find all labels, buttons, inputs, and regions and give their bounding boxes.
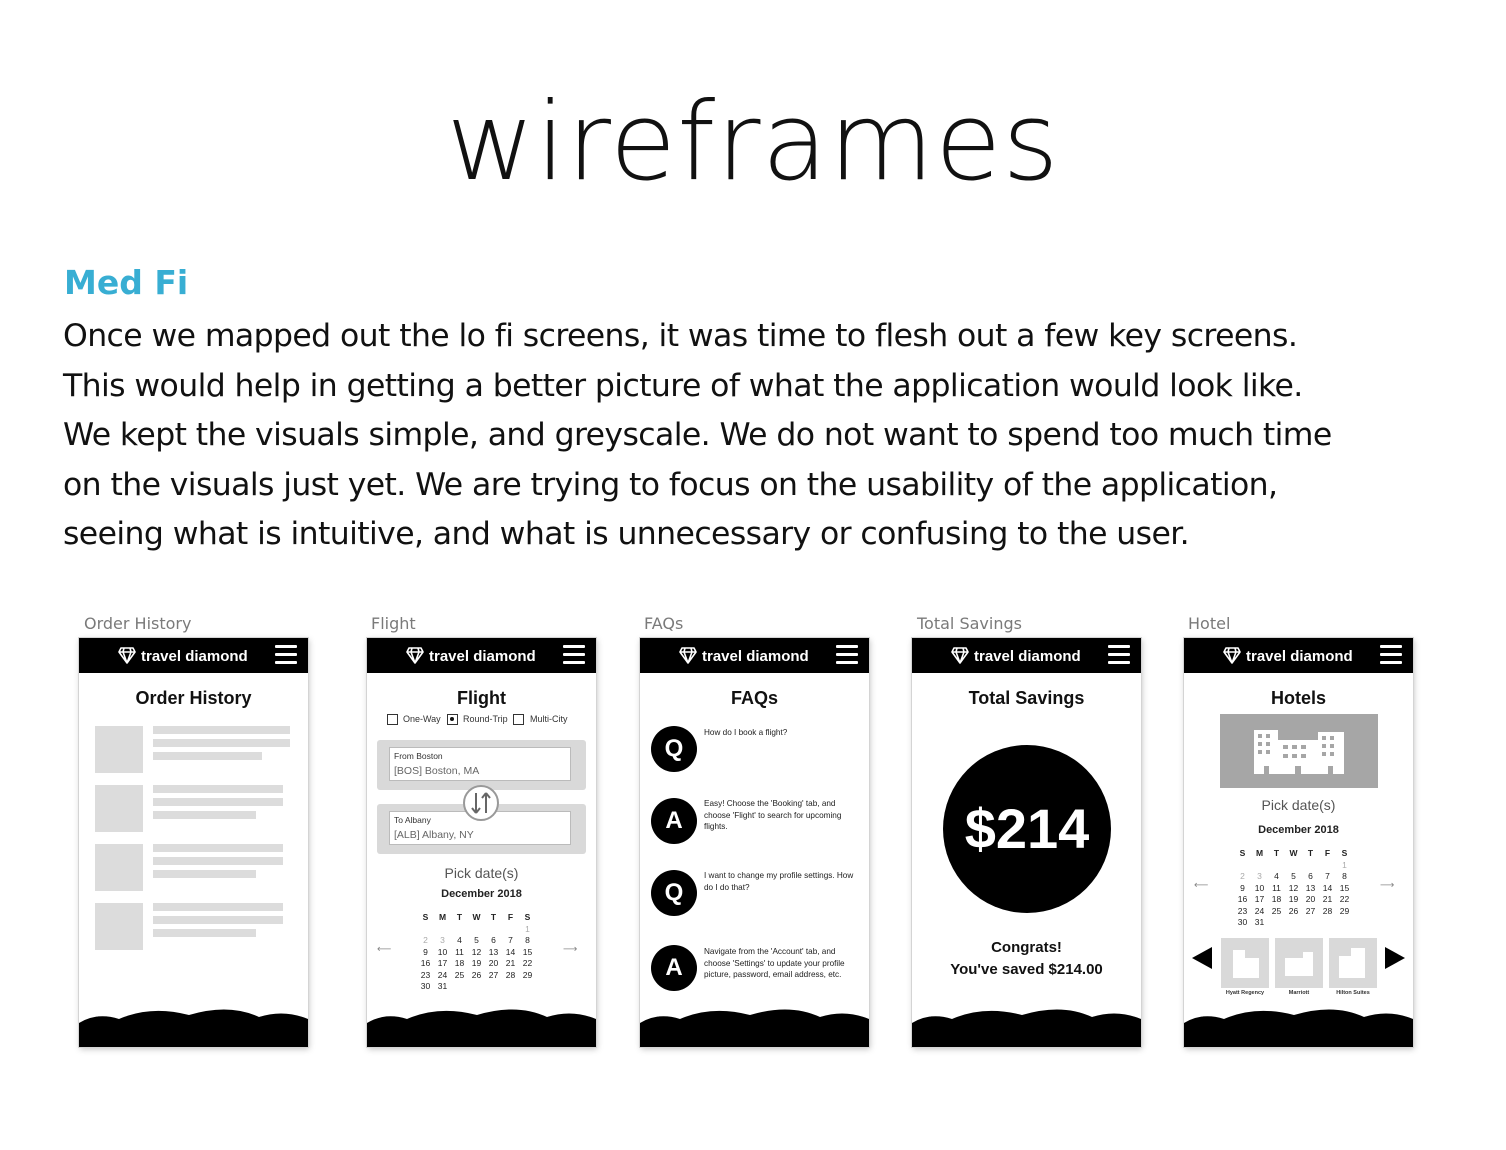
hamburger-menu-icon[interactable] xyxy=(836,645,858,665)
calendar-day[interactable]: 15 xyxy=(522,946,533,957)
calendar-day[interactable]: 9 xyxy=(1240,882,1245,893)
calendar-day[interactable]: 21 xyxy=(505,958,516,968)
screen-label-hotel: Hotel xyxy=(1188,614,1231,633)
calendar-day[interactable]: 5 xyxy=(1291,871,1296,881)
calendar-day[interactable]: 18 xyxy=(1271,894,1282,904)
round-trip-checkbox[interactable] xyxy=(447,714,458,725)
calendar-weekday: T xyxy=(1273,848,1280,858)
order-text-line xyxy=(153,844,283,852)
next-month-arrow-icon[interactable]: ⟶ xyxy=(1380,880,1395,891)
page-title: wireframes xyxy=(446,80,1060,205)
hamburger-menu-icon[interactable] xyxy=(1380,645,1402,665)
phone-order-history xyxy=(79,638,308,1047)
phone-faqs xyxy=(640,638,869,1047)
brand-name: travel diamond xyxy=(702,648,809,665)
from-field-label: From Boston xyxy=(394,751,443,761)
calendar-day[interactable]: 28 xyxy=(505,969,516,980)
calendar-day[interactable]: 29 xyxy=(1339,905,1350,916)
phone-hotel xyxy=(1184,638,1413,1047)
paragraph-line: on the visuals just yet. We are trying to focus on the usability of the application, xyxy=(63,466,1278,503)
hotel-name-label: Hyatt Regency xyxy=(1225,990,1265,996)
pick-dates-label: Pick date(s) xyxy=(1261,797,1336,813)
prev-month-arrow-icon[interactable]: ⟵ xyxy=(1194,880,1209,891)
calendar-day[interactable]: 3 xyxy=(440,935,445,945)
app-header xyxy=(640,638,869,673)
calendar-weekday: S xyxy=(524,912,531,922)
calendar-day[interactable]: 4 xyxy=(457,935,462,945)
hotel-thumbnail[interactable] xyxy=(1275,938,1323,988)
question-badge: Q xyxy=(651,726,697,772)
faq-question[interactable]: I want to change my profile settings. How do I do that? xyxy=(704,871,854,892)
multi-city-checkbox[interactable] xyxy=(513,714,524,725)
building-icon xyxy=(1221,938,1269,988)
calendar-day[interactable]: 2 xyxy=(423,935,428,945)
calendar-weekday: T xyxy=(1307,848,1314,858)
hotel-name-label: Marriott xyxy=(1288,990,1310,996)
multi-city-label: Multi-City xyxy=(530,714,568,724)
footer-cloud-wave xyxy=(912,1007,1141,1047)
calendar-day[interactable]: 9 xyxy=(423,946,428,957)
calendar-day[interactable]: 28 xyxy=(1322,905,1333,916)
calendar-day[interactable]: 16 xyxy=(420,958,431,968)
order-text-line xyxy=(153,752,262,760)
faq-answer: Easy! Choose the 'Booking' tab, and choose 'Flight' to search for upcoming flights. xyxy=(704,799,842,831)
paragraph-line: seeing what is intuitive, and what is unnecessary or confusing to the user. xyxy=(63,516,1190,552)
calendar-month: December 2018 xyxy=(441,888,522,900)
diamond-icon xyxy=(406,647,424,664)
calendar-day[interactable]: 8 xyxy=(1342,871,1347,881)
question-badge: Q xyxy=(651,870,697,916)
calendar-month: December 2018 xyxy=(1258,824,1339,836)
intro-paragraph xyxy=(63,312,1463,560)
phone-flight xyxy=(367,638,596,1047)
calendar-weekday: W xyxy=(472,912,481,922)
calendar-day[interactable]: 25 xyxy=(454,969,465,980)
calendar-day[interactable]: 12 xyxy=(471,946,482,957)
calendar-weekday: T xyxy=(490,912,497,922)
calendar-day[interactable]: 12 xyxy=(1288,882,1299,893)
order-thumbnail[interactable] xyxy=(95,844,143,891)
calendar-day[interactable]: 23 xyxy=(420,969,431,980)
calendar-day[interactable]: 30 xyxy=(420,981,431,991)
brand-name: travel diamond xyxy=(1246,648,1353,665)
calendar-weekday: T xyxy=(456,912,463,922)
app-header xyxy=(912,638,1141,673)
app-header xyxy=(1184,638,1413,673)
screen-title: Order History xyxy=(135,688,252,708)
paragraph-line: Once we mapped out the lo fi screens, it was time to flesh out a few key screens. xyxy=(63,318,1298,354)
screen-title: Total Savings xyxy=(968,688,1085,708)
calendar-day[interactable]: 27 xyxy=(1305,905,1316,916)
paragraph-line: This would help in getting a better picture of what the application would look like. xyxy=(63,367,1303,404)
from-field-value: [BOS] Boston, MA xyxy=(394,765,480,777)
calendar-day[interactable]: 10 xyxy=(1254,882,1265,893)
diamond-icon xyxy=(1223,647,1241,664)
calendar-day[interactable]: 22 xyxy=(1339,894,1350,904)
order-text-line xyxy=(153,929,256,937)
calendar-day[interactable]: 26 xyxy=(1288,905,1299,916)
footer-cloud-wave xyxy=(79,1007,308,1047)
calendar-day[interactable]: 24 xyxy=(437,969,448,980)
calendar-day[interactable]: 24 xyxy=(1254,905,1265,916)
savings-amount-badge: $214 xyxy=(943,745,1111,913)
hotel-hero-image xyxy=(1220,714,1378,788)
order-text-line xyxy=(153,798,283,806)
swap-arrows-icon xyxy=(465,787,497,819)
calendar-day[interactable]: 18 xyxy=(454,958,465,968)
brand-name: travel diamond xyxy=(974,648,1081,665)
hotel-thumbnail[interactable] xyxy=(1221,938,1269,988)
carousel-prev-icon[interactable] xyxy=(1192,947,1212,969)
calendar-day[interactable]: 7 xyxy=(508,935,513,945)
screen-title: Flight xyxy=(457,688,506,708)
order-thumbnail[interactable] xyxy=(95,903,143,950)
pick-dates-label: Pick date(s) xyxy=(444,865,519,881)
calendar-day[interactable]: 1 xyxy=(1342,859,1347,870)
calendar-day[interactable]: 3 xyxy=(1257,871,1262,881)
calendar-weekday: S xyxy=(422,912,429,922)
calendar-weekday: S xyxy=(1239,848,1246,858)
building-icon xyxy=(1275,938,1323,988)
calendar-day[interactable]: 8 xyxy=(525,935,530,945)
calendar-day[interactable]: 10 xyxy=(437,946,448,957)
calendar-weekday: M xyxy=(438,912,447,922)
screen-title: Hotels xyxy=(1270,688,1326,708)
calendar-day[interactable]: 30 xyxy=(1237,917,1248,927)
congrats-text: Congrats! xyxy=(991,939,1062,956)
calendar-day[interactable]: 17 xyxy=(437,958,448,968)
calendar-day[interactable]: 16 xyxy=(1237,894,1248,904)
calendar-day[interactable]: 14 xyxy=(505,946,516,957)
calendar-day[interactable]: 11 xyxy=(455,946,464,957)
calendar-day[interactable]: 13 xyxy=(488,946,499,957)
building-icon xyxy=(1220,714,1378,788)
calendar-day[interactable]: 17 xyxy=(1254,894,1265,904)
next-month-arrow-icon[interactable]: ⟶ xyxy=(563,944,578,955)
calendar-weekday: W xyxy=(1289,848,1298,858)
screen-label-order-history: Order History xyxy=(84,614,192,633)
faq-answer: Navigate from the 'Account' tab, and choose 'Settings' to update your profile picture, password, email address, etc. xyxy=(704,947,845,979)
calendar-day[interactable]: 20 xyxy=(1305,894,1316,904)
order-text-line xyxy=(153,785,283,793)
calendar-day[interactable]: 27 xyxy=(488,969,499,980)
calendar-day[interactable]: 21 xyxy=(1322,894,1333,904)
one-way-label: One-Way xyxy=(403,714,441,724)
screen-label-flight: Flight xyxy=(371,614,416,633)
calendar-day[interactable]: 5 xyxy=(474,935,479,945)
calendar-day[interactable]: 23 xyxy=(1237,905,1248,916)
answer-badge: A xyxy=(651,798,697,844)
footer-cloud-wave xyxy=(1184,1007,1413,1047)
to-field-value: [ALB] Albany, NY xyxy=(394,829,474,841)
order-thumbnail[interactable] xyxy=(95,785,143,832)
screen-label-total-savings: Total Savings xyxy=(917,614,1022,633)
diamond-icon xyxy=(679,647,697,664)
order-text-line xyxy=(153,739,290,747)
calendar-day[interactable]: 19 xyxy=(1288,894,1299,904)
hotel-name-label: Hilton Suites xyxy=(1336,990,1370,996)
screen-label-faqs: FAQs xyxy=(644,614,684,633)
calendar-day[interactable]: 15 xyxy=(1339,882,1350,893)
order-thumbnail[interactable] xyxy=(95,726,143,773)
calendar-day[interactable]: 22 xyxy=(522,958,533,968)
app-header xyxy=(367,638,596,673)
calendar-weekday: F xyxy=(507,912,514,922)
round-trip-label: Round-Trip xyxy=(463,714,508,724)
from-field[interactable] xyxy=(389,747,571,781)
calendar-day[interactable]: 25 xyxy=(1271,905,1282,916)
hamburger-menu-icon[interactable] xyxy=(275,645,297,665)
order-text-line xyxy=(153,916,283,924)
calendar-day[interactable]: 26 xyxy=(471,969,482,980)
calendar-day[interactable]: 6 xyxy=(1308,871,1313,881)
calendar-day[interactable]: 2 xyxy=(1240,871,1245,881)
one-way-checkbox[interactable] xyxy=(387,714,398,725)
section-subhead: Med Fi xyxy=(64,263,189,302)
hamburger-menu-icon[interactable] xyxy=(1108,645,1130,665)
screen-title: FAQs xyxy=(730,688,778,708)
order-text-line xyxy=(153,726,290,734)
calendar-weekday: S xyxy=(1341,848,1348,858)
footer-cloud-wave xyxy=(640,1007,869,1047)
faq-question[interactable]: How do I book a flight? xyxy=(704,728,788,737)
calendar-day[interactable]: 1 xyxy=(525,923,530,934)
prev-month-arrow-icon[interactable]: ⟵ xyxy=(377,944,392,955)
app-header xyxy=(79,638,308,673)
calendar-weekday: F xyxy=(1324,848,1331,858)
building-icon xyxy=(1329,938,1377,988)
saved-amount-text: You've saved $214.00 xyxy=(950,961,1103,978)
calendar-day[interactable]: 11 xyxy=(1272,882,1281,893)
calendar-day[interactable]: 4 xyxy=(1274,871,1279,881)
paragraph-line: We kept the visuals simple, and greyscale. We do not want to spend too much time xyxy=(63,417,1332,453)
carousel-next-icon[interactable] xyxy=(1385,947,1405,969)
order-text-line xyxy=(153,811,256,819)
footer-cloud-wave xyxy=(367,1007,596,1047)
order-text-line xyxy=(153,857,283,865)
to-field-label: To Albany xyxy=(394,815,431,825)
calendar-day[interactable]: 6 xyxy=(491,935,496,945)
from-field-container xyxy=(377,740,586,790)
calendar-day[interactable]: 29 xyxy=(522,969,533,980)
calendar-day[interactable]: 13 xyxy=(1305,882,1316,893)
calendar-day[interactable]: 7 xyxy=(1325,871,1330,881)
order-text-line xyxy=(153,903,283,911)
order-text-line xyxy=(153,870,256,878)
hotel-thumbnail[interactable] xyxy=(1329,938,1377,988)
diamond-icon xyxy=(118,647,136,664)
swap-airports-button[interactable] xyxy=(463,785,499,821)
calendar-day[interactable]: 31 xyxy=(437,981,448,991)
calendar-day[interactable]: 20 xyxy=(488,958,499,968)
calendar-day[interactable]: 14 xyxy=(1322,882,1333,893)
brand-name: travel diamond xyxy=(429,648,536,665)
calendar-day[interactable]: 19 xyxy=(471,958,482,968)
answer-badge: A xyxy=(651,945,697,991)
calendar-day[interactable]: 31 xyxy=(1254,917,1265,927)
brand-name: travel diamond xyxy=(141,648,248,665)
diamond-icon xyxy=(951,647,969,664)
calendar-weekday: M xyxy=(1255,848,1264,858)
phone-total-savings xyxy=(912,638,1141,1047)
hamburger-menu-icon[interactable] xyxy=(563,645,585,665)
